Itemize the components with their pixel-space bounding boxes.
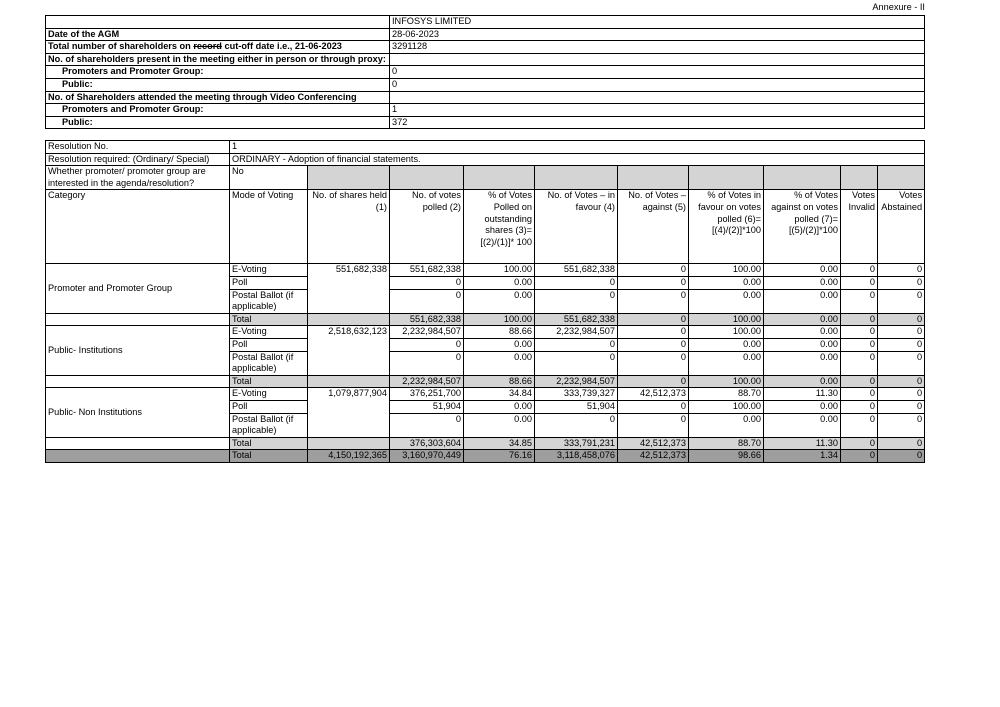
subtotal-row — [46, 375, 925, 388]
favour-cell: 0 — [535, 413, 618, 437]
pct-favour-cell: 0.00 — [689, 276, 764, 289]
pct-against-cell: 0.00 — [764, 326, 841, 339]
resolution-number-row — [46, 141, 925, 154]
meta-label: Promoters and Promoter Group: — [46, 66, 390, 79]
subtotal-shares-cell — [308, 375, 390, 388]
subtotal-abstained-cell: 0 — [878, 375, 925, 388]
company-name: INFOSYS LIMITED — [390, 16, 925, 29]
subtotal-row — [46, 313, 925, 326]
voting-results-table — [45, 140, 925, 463]
subtotal-pct-against-cell: 11.30 — [764, 437, 841, 450]
category-cell: Public- Institutions — [46, 326, 230, 375]
against-cell: 0 — [618, 338, 689, 351]
shares-cell: 2,518,632,123 — [308, 326, 390, 375]
subtotal-pct-favour-cell: 100.00 — [689, 375, 764, 388]
column-header-row — [46, 190, 925, 264]
category-cell: Public- Non Institutions — [46, 388, 230, 437]
meta-row — [46, 104, 925, 117]
mode-cell: Poll — [230, 400, 308, 413]
header-mode: Mode of Voting — [230, 190, 308, 264]
favour-cell: 0 — [535, 289, 618, 313]
header-category: Category — [46, 190, 230, 264]
table-row — [46, 264, 925, 277]
invalid-cell: 0 — [841, 326, 878, 339]
favour-cell: 551,682,338 — [535, 264, 618, 277]
grey-spacer-cell — [689, 166, 764, 190]
grey-spacer-cell — [878, 166, 925, 190]
abstained-cell: 0 — [878, 413, 925, 437]
header-pct-against: % of Votes against on votes polled (7)=[(5)/(2)]*100 — [764, 190, 841, 264]
grey-spacer-cell — [308, 166, 390, 190]
against-cell: 0 — [618, 351, 689, 375]
subtotal-pct-polled-cell: 100.00 — [464, 313, 535, 326]
meta-value: 28-06-2023 — [390, 28, 925, 41]
header-pct-polled: % of Votes Polled on outstanding shares (3)=[(2)/(1)]* 100 — [464, 190, 535, 264]
header-shares: No. of shares held (1) — [308, 190, 390, 264]
subtotal-abstained-cell: 0 — [878, 313, 925, 326]
subtotal-shares-cell — [308, 313, 390, 326]
grand-total-row — [46, 450, 925, 463]
subtotal-favour-cell: 551,682,338 — [535, 313, 618, 326]
pct-polled-cell: 0.00 — [464, 338, 535, 351]
meta-value: 0 — [390, 66, 925, 79]
against-cell: 0 — [618, 264, 689, 277]
grey-spacer-cell — [841, 166, 878, 190]
subtotal-polled-cell: 2,232,984,507 — [390, 375, 464, 388]
subtotal-abstained-cell: 0 — [878, 437, 925, 450]
shares-cell: 1,079,877,904 — [308, 388, 390, 437]
meta-label-empty — [46, 16, 390, 29]
favour-cell: 333,739,327 — [535, 388, 618, 401]
resolution-type-value: ORDINARY - Adoption of financial statements. — [230, 153, 925, 166]
favour-cell: 0 — [535, 338, 618, 351]
grey-spacer-cell — [764, 166, 841, 190]
invalid-cell: 0 — [841, 388, 878, 401]
table-row — [46, 388, 925, 401]
resolution-type-label: Resolution required: (Ordinary/ Special) — [46, 153, 230, 166]
pct-favour-cell: 88.70 — [689, 388, 764, 401]
pct-against-cell: 0.00 — [764, 400, 841, 413]
subtotal-against-cell: 0 — [618, 375, 689, 388]
meta-value: 372 — [390, 116, 925, 129]
abstained-cell: 0 — [878, 326, 925, 339]
subtotal-shares-cell — [308, 437, 390, 450]
pct-polled-cell: 0.00 — [464, 289, 535, 313]
subtotal-against-cell: 0 — [618, 313, 689, 326]
against-cell: 0 — [618, 276, 689, 289]
meta-row — [46, 78, 925, 91]
subtotal-pct-against-cell: 0.00 — [764, 375, 841, 388]
meta-label: Date of the AGM — [46, 28, 390, 41]
abstained-cell: 0 — [878, 264, 925, 277]
meta-label: No. of shareholders present in the meeting either in person or through proxy: — [46, 53, 390, 66]
mode-cell: Poll — [230, 276, 308, 289]
pct-polled-cell: 34.84 — [464, 388, 535, 401]
mode-cell: E-Voting — [230, 388, 308, 401]
shares-cell: 551,682,338 — [308, 264, 390, 313]
meta-label: No. of Shareholders attended the meeting through Video Conferencing — [46, 91, 390, 104]
invalid-cell: 0 — [841, 289, 878, 313]
subtotal-category-cell — [46, 437, 230, 450]
polled-cell: 551,682,338 — [390, 264, 464, 277]
pct-against-cell: 0.00 — [764, 351, 841, 375]
subtotal-polled-cell: 376,303,604 — [390, 437, 464, 450]
polled-cell: 0 — [390, 338, 464, 351]
subtotal-label: Total — [230, 313, 308, 326]
subtotal-pct-polled-cell: 88.66 — [464, 375, 535, 388]
mode-cell: Postal Ballot (if applicable) — [230, 351, 308, 375]
pct-favour-cell: 100.00 — [689, 264, 764, 277]
header-pct-favour: % of Votes in favour on votes polled (6)=[(4)/(2)]*100 — [689, 190, 764, 264]
grey-spacer-cell — [390, 166, 464, 190]
favour-cell: 0 — [535, 351, 618, 375]
invalid-cell: 0 — [841, 338, 878, 351]
pct-polled-cell: 100.00 — [464, 264, 535, 277]
subtotal-favour-cell: 2,232,984,507 — [535, 375, 618, 388]
subtotal-polled-cell: 551,682,338 — [390, 313, 464, 326]
resolution-number-value: 1 — [230, 141, 925, 154]
meta-row — [46, 116, 925, 129]
pct-against-cell: 0.00 — [764, 413, 841, 437]
meta-value — [390, 91, 925, 104]
invalid-cell: 0 — [841, 400, 878, 413]
invalid-cell: 0 — [841, 276, 878, 289]
grey-spacer-cell — [464, 166, 535, 190]
invalid-cell: 0 — [841, 264, 878, 277]
pct-favour-cell: 0.00 — [689, 289, 764, 313]
abstained-cell: 0 — [878, 388, 925, 401]
favour-cell: 51,904 — [535, 400, 618, 413]
abstained-cell: 0 — [878, 400, 925, 413]
pct-polled-cell: 0.00 — [464, 351, 535, 375]
meta-value: 1 — [390, 104, 925, 117]
pct-favour-cell: 0.00 — [689, 413, 764, 437]
subtotal-invalid-cell: 0 — [841, 437, 878, 450]
promoter-interest-value: No — [230, 166, 308, 190]
subtotal-row — [46, 437, 925, 450]
meta-value: 3291128 — [390, 41, 925, 54]
subtotal-label: Total — [230, 437, 308, 450]
mode-cell: E-Voting — [230, 264, 308, 277]
against-cell: 42,512,373 — [618, 388, 689, 401]
pct-polled-cell: 0.00 — [464, 400, 535, 413]
pct-against-cell: 0.00 — [764, 276, 841, 289]
favour-cell: 0 — [535, 276, 618, 289]
header-against: No. of Votes – against (5) — [618, 190, 689, 264]
mode-cell: E-Voting — [230, 326, 308, 339]
against-cell: 0 — [618, 326, 689, 339]
grand-total-polled-cell: 3,160,970,449 — [390, 450, 464, 463]
subtotal-category-cell — [46, 313, 230, 326]
header-invalid: Votes Invalid — [841, 190, 878, 264]
meta-row — [46, 66, 925, 79]
meta-label: Public: — [46, 116, 390, 129]
grey-spacer-cell — [618, 166, 689, 190]
promoter-interest-label: Whether promoter/ promoter group are interested in the agenda/resolution? — [46, 166, 230, 190]
meta-row — [46, 28, 925, 41]
subtotal-label: Total — [230, 375, 308, 388]
polled-cell: 2,232,984,507 — [390, 326, 464, 339]
resolution-type-row — [46, 153, 925, 166]
subtotal-invalid-cell: 0 — [841, 313, 878, 326]
invalid-cell: 0 — [841, 413, 878, 437]
pct-polled-cell: 88.66 — [464, 326, 535, 339]
meta-row-company — [46, 16, 925, 29]
pct-polled-cell: 0.00 — [464, 276, 535, 289]
pct-favour-cell: 0.00 — [689, 338, 764, 351]
grand-total-against-cell: 42,512,373 — [618, 450, 689, 463]
abstained-cell: 0 — [878, 351, 925, 375]
pct-favour-cell: 100.00 — [689, 400, 764, 413]
invalid-cell: 0 — [841, 351, 878, 375]
grand-total-pct-polled-cell: 76.16 — [464, 450, 535, 463]
subtotal-favour-cell: 333,791,231 — [535, 437, 618, 450]
polled-cell: 0 — [390, 413, 464, 437]
grand-total-pct-favour-cell: 98.66 — [689, 450, 764, 463]
meta-row — [46, 91, 925, 104]
table-row — [46, 326, 925, 339]
meta-row — [46, 41, 925, 54]
header-polled: No. of votes polled (2) — [390, 190, 464, 264]
grand-total-pct-against-cell: 1.34 — [764, 450, 841, 463]
agm-meta-table — [45, 15, 925, 129]
pct-favour-cell: 0.00 — [689, 351, 764, 375]
mode-cell: Postal Ballot (if applicable) — [230, 413, 308, 437]
subtotal-category-cell — [46, 375, 230, 388]
meta-label: Public: — [46, 78, 390, 91]
resolution-number-label: Resolution No. — [46, 141, 230, 154]
favour-cell: 2,232,984,507 — [535, 326, 618, 339]
subtotal-pct-favour-cell: 100.00 — [689, 313, 764, 326]
subtotal-pct-polled-cell: 34.85 — [464, 437, 535, 450]
grand-total-category-cell — [46, 450, 230, 463]
polled-cell: 0 — [390, 351, 464, 375]
pct-favour-cell: 100.00 — [689, 326, 764, 339]
meta-label: Promoters and Promoter Group: — [46, 104, 390, 117]
against-cell: 0 — [618, 413, 689, 437]
pct-against-cell: 0.00 — [764, 338, 841, 351]
meta-label-text: Total number of shareholders on — [48, 41, 194, 52]
grand-total-abstained-cell: 0 — [878, 450, 925, 463]
polled-cell: 51,904 — [390, 400, 464, 413]
mode-cell: Poll — [230, 338, 308, 351]
pct-against-cell: 0.00 — [764, 264, 841, 277]
meta-label-struck-text: record — [193, 41, 222, 52]
meta-value: 0 — [390, 78, 925, 91]
polled-cell: 0 — [390, 276, 464, 289]
meta-label — [46, 41, 390, 54]
grand-total-label: Total — [230, 450, 308, 463]
pct-against-cell: 0.00 — [764, 289, 841, 313]
meta-value — [390, 53, 925, 66]
grand-total-favour-cell: 3,118,458,076 — [535, 450, 618, 463]
mode-cell: Postal Ballot (if applicable) — [230, 289, 308, 313]
category-cell: Promoter and Promoter Group — [46, 264, 230, 313]
grand-total-shares-cell: 4,150,192,365 — [308, 450, 390, 463]
annexure-label: Annexure - II — [872, 2, 925, 12]
meta-row — [46, 53, 925, 66]
polled-cell: 0 — [390, 289, 464, 313]
abstained-cell: 0 — [878, 338, 925, 351]
header-abstained: Votes Abstained — [878, 190, 925, 264]
against-cell: 0 — [618, 289, 689, 313]
pct-against-cell: 11.30 — [764, 388, 841, 401]
abstained-cell: 0 — [878, 289, 925, 313]
against-cell: 0 — [618, 400, 689, 413]
promoter-interest-row — [46, 166, 925, 190]
grand-total-invalid-cell: 0 — [841, 450, 878, 463]
abstained-cell: 0 — [878, 276, 925, 289]
subtotal-invalid-cell: 0 — [841, 375, 878, 388]
pct-polled-cell: 0.00 — [464, 413, 535, 437]
header-favour: No. of Votes – in favour (4) — [535, 190, 618, 264]
meta-label-text: cut-off date i.e., 21-06-2023 — [221, 41, 342, 52]
grey-spacer-cell — [535, 166, 618, 190]
polled-cell: 376,251,700 — [390, 388, 464, 401]
subtotal-against-cell: 42,512,373 — [618, 437, 689, 450]
subtotal-pct-against-cell: 0.00 — [764, 313, 841, 326]
subtotal-pct-favour-cell: 88.70 — [689, 437, 764, 450]
